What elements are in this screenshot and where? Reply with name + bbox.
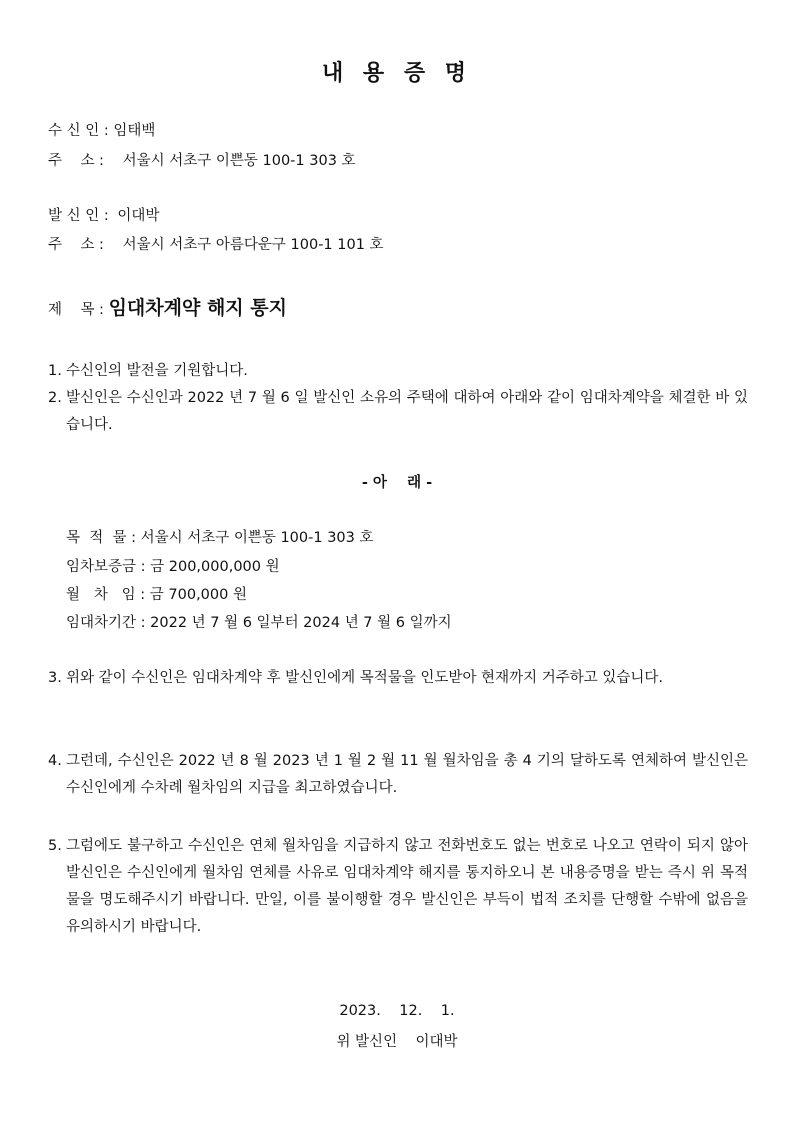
- recipient-name: 임태백: [113, 123, 156, 139]
- paragraph-2: [48, 385, 748, 439]
- paragraph-1-text: 수신인의 발전을 기원합니다.: [66, 363, 248, 379]
- detail-deposit-label: 임차보증금 :: [66, 559, 146, 575]
- detail-deposit-line: [66, 557, 280, 577]
- paragraph-5-number: 5.: [48, 838, 62, 854]
- sender-name-label: 발 신 인 :: [48, 208, 109, 224]
- detail-object-line: [66, 528, 374, 548]
- subject-value: 임대차계약 해지 통지: [108, 297, 287, 319]
- paragraph-3-text: 위와 같이 수신인은 임대차계약 후 발신인에게 목적물을 인도받아 현재까지 거주하고 있습니다.: [66, 670, 663, 686]
- detail-rent-line: [66, 585, 247, 605]
- paragraph-4: [48, 748, 748, 802]
- paragraph-5-text: 그럼에도 불구하고 수신인은 연체 월차임을 지급하지 않고 전화번호도 없는 번호로 나오고 연락이 되지 않아 발신인은 수신인에게 월차임 연체를 사유로 임대차계약 해지를 통지하오니 본 내용증명을 받는 즉시 위 목적물을 명도해주시기 바랍니다. 만일, 이를 불이행할 경우 발신인은 부득이 법적 조치를 단행할 수밖에 없음을 유의하시기 바랍니다.: [66, 838, 748, 935]
- paragraph-1: [48, 358, 748, 385]
- detail-period-line: [66, 613, 452, 633]
- detail-period-label: 임대차기간 :: [66, 615, 146, 631]
- detail-object-value: 서울시 서초구 이쁜동 100-1 303 호: [140, 530, 374, 546]
- paragraph-1-number: 1.: [48, 363, 62, 379]
- sender-signature: 위 발신인 이대박: [336, 1034, 458, 1050]
- detail-period-value: 2022 년 7 월 6 일부터 2024 년 7 월 6 일까지: [150, 615, 452, 631]
- subject-label: 제 목 :: [48, 302, 104, 318]
- paragraph-5: [48, 833, 748, 941]
- detail-object-label: 목 적 물 :: [66, 530, 136, 546]
- paragraph-4-number: 4.: [48, 753, 62, 769]
- paragraph-3-number: 3.: [48, 670, 62, 686]
- recipient-name-label: 수 신 인 :: [48, 123, 109, 139]
- paragraph-2-number: 2.: [48, 390, 62, 406]
- sender-address: 서울시 서초구 아름다운구 100-1 101 호: [122, 237, 384, 253]
- sender-name: 이대박: [117, 208, 160, 224]
- recipient-address: 서울시 서초구 이쁜동 100-1 303 호: [122, 153, 356, 169]
- detail-deposit-value: 금 200,000,000 원: [150, 559, 280, 575]
- recipient-address-line: [48, 151, 356, 171]
- document-title: 내 용 증 명: [322, 61, 472, 86]
- sender-name-line: [48, 206, 159, 226]
- detail-rent-value: 금 700,000 원: [149, 587, 247, 603]
- paragraph-2-text: 발신인은 수신인과 2022 년 7 월 6 일 발신인 소유의 주택에 대하여 아래와 같이 임대차계약을 체결한 바 있습니다.: [66, 390, 748, 433]
- paragraph-4-text: 그런데, 수신인은 2022 년 8 월 2023 년 1 월 2 월 11 월 월차임을 총 4 기의 달하도록 연체하여 발신인은 수신인에게 수차례 월차임의 지급을 최고하였습니다.: [66, 753, 748, 796]
- details-heading: - 아 래 -: [361, 475, 433, 491]
- document-date: 2023. 12. 1.: [339, 1003, 455, 1019]
- sender-address-line: [48, 235, 384, 255]
- paragraph-3: [48, 665, 748, 692]
- recipient-name-line: [48, 121, 155, 141]
- detail-rent-label: 월 차 임 :: [66, 587, 146, 603]
- subject-line: [48, 296, 287, 322]
- recipient-address-label: 주 소 :: [48, 153, 104, 169]
- sender-address-label: 주 소 :: [48, 237, 104, 253]
